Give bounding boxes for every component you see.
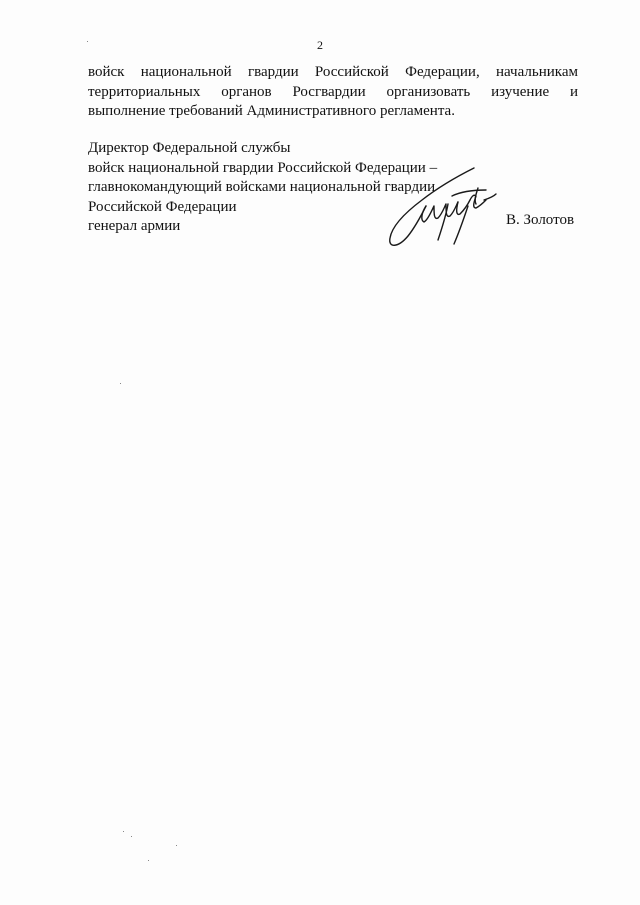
position-line: главнокомандующий войсками национальной гвардии (88, 179, 436, 195)
scan-speck (123, 831, 124, 832)
body-line: войск национальной гвардии Российской Федерации, начальникам (88, 64, 578, 80)
scan-speck (87, 41, 88, 42)
handwritten-signature (382, 160, 502, 256)
body-line: выполнение требований Административного регламента. (88, 103, 455, 119)
signer-name: В. Золотов (506, 212, 575, 228)
position-line: войск национальной гвардии Российской Федерации – (88, 159, 438, 176)
position-line: Директор Федеральной службы (88, 140, 291, 156)
scan-speck (120, 383, 121, 384)
scan-speck (176, 845, 177, 846)
position-line: генерал армии (88, 218, 181, 234)
body-line: территориальных органов Росгвардии организовать изучение и (88, 83, 578, 100)
page-number: 2 (317, 38, 323, 52)
body-paragraph (88, 63, 578, 122)
scan-speck (131, 836, 132, 837)
scan-speck (148, 860, 149, 861)
position-line: Российской Федерации (88, 198, 237, 215)
